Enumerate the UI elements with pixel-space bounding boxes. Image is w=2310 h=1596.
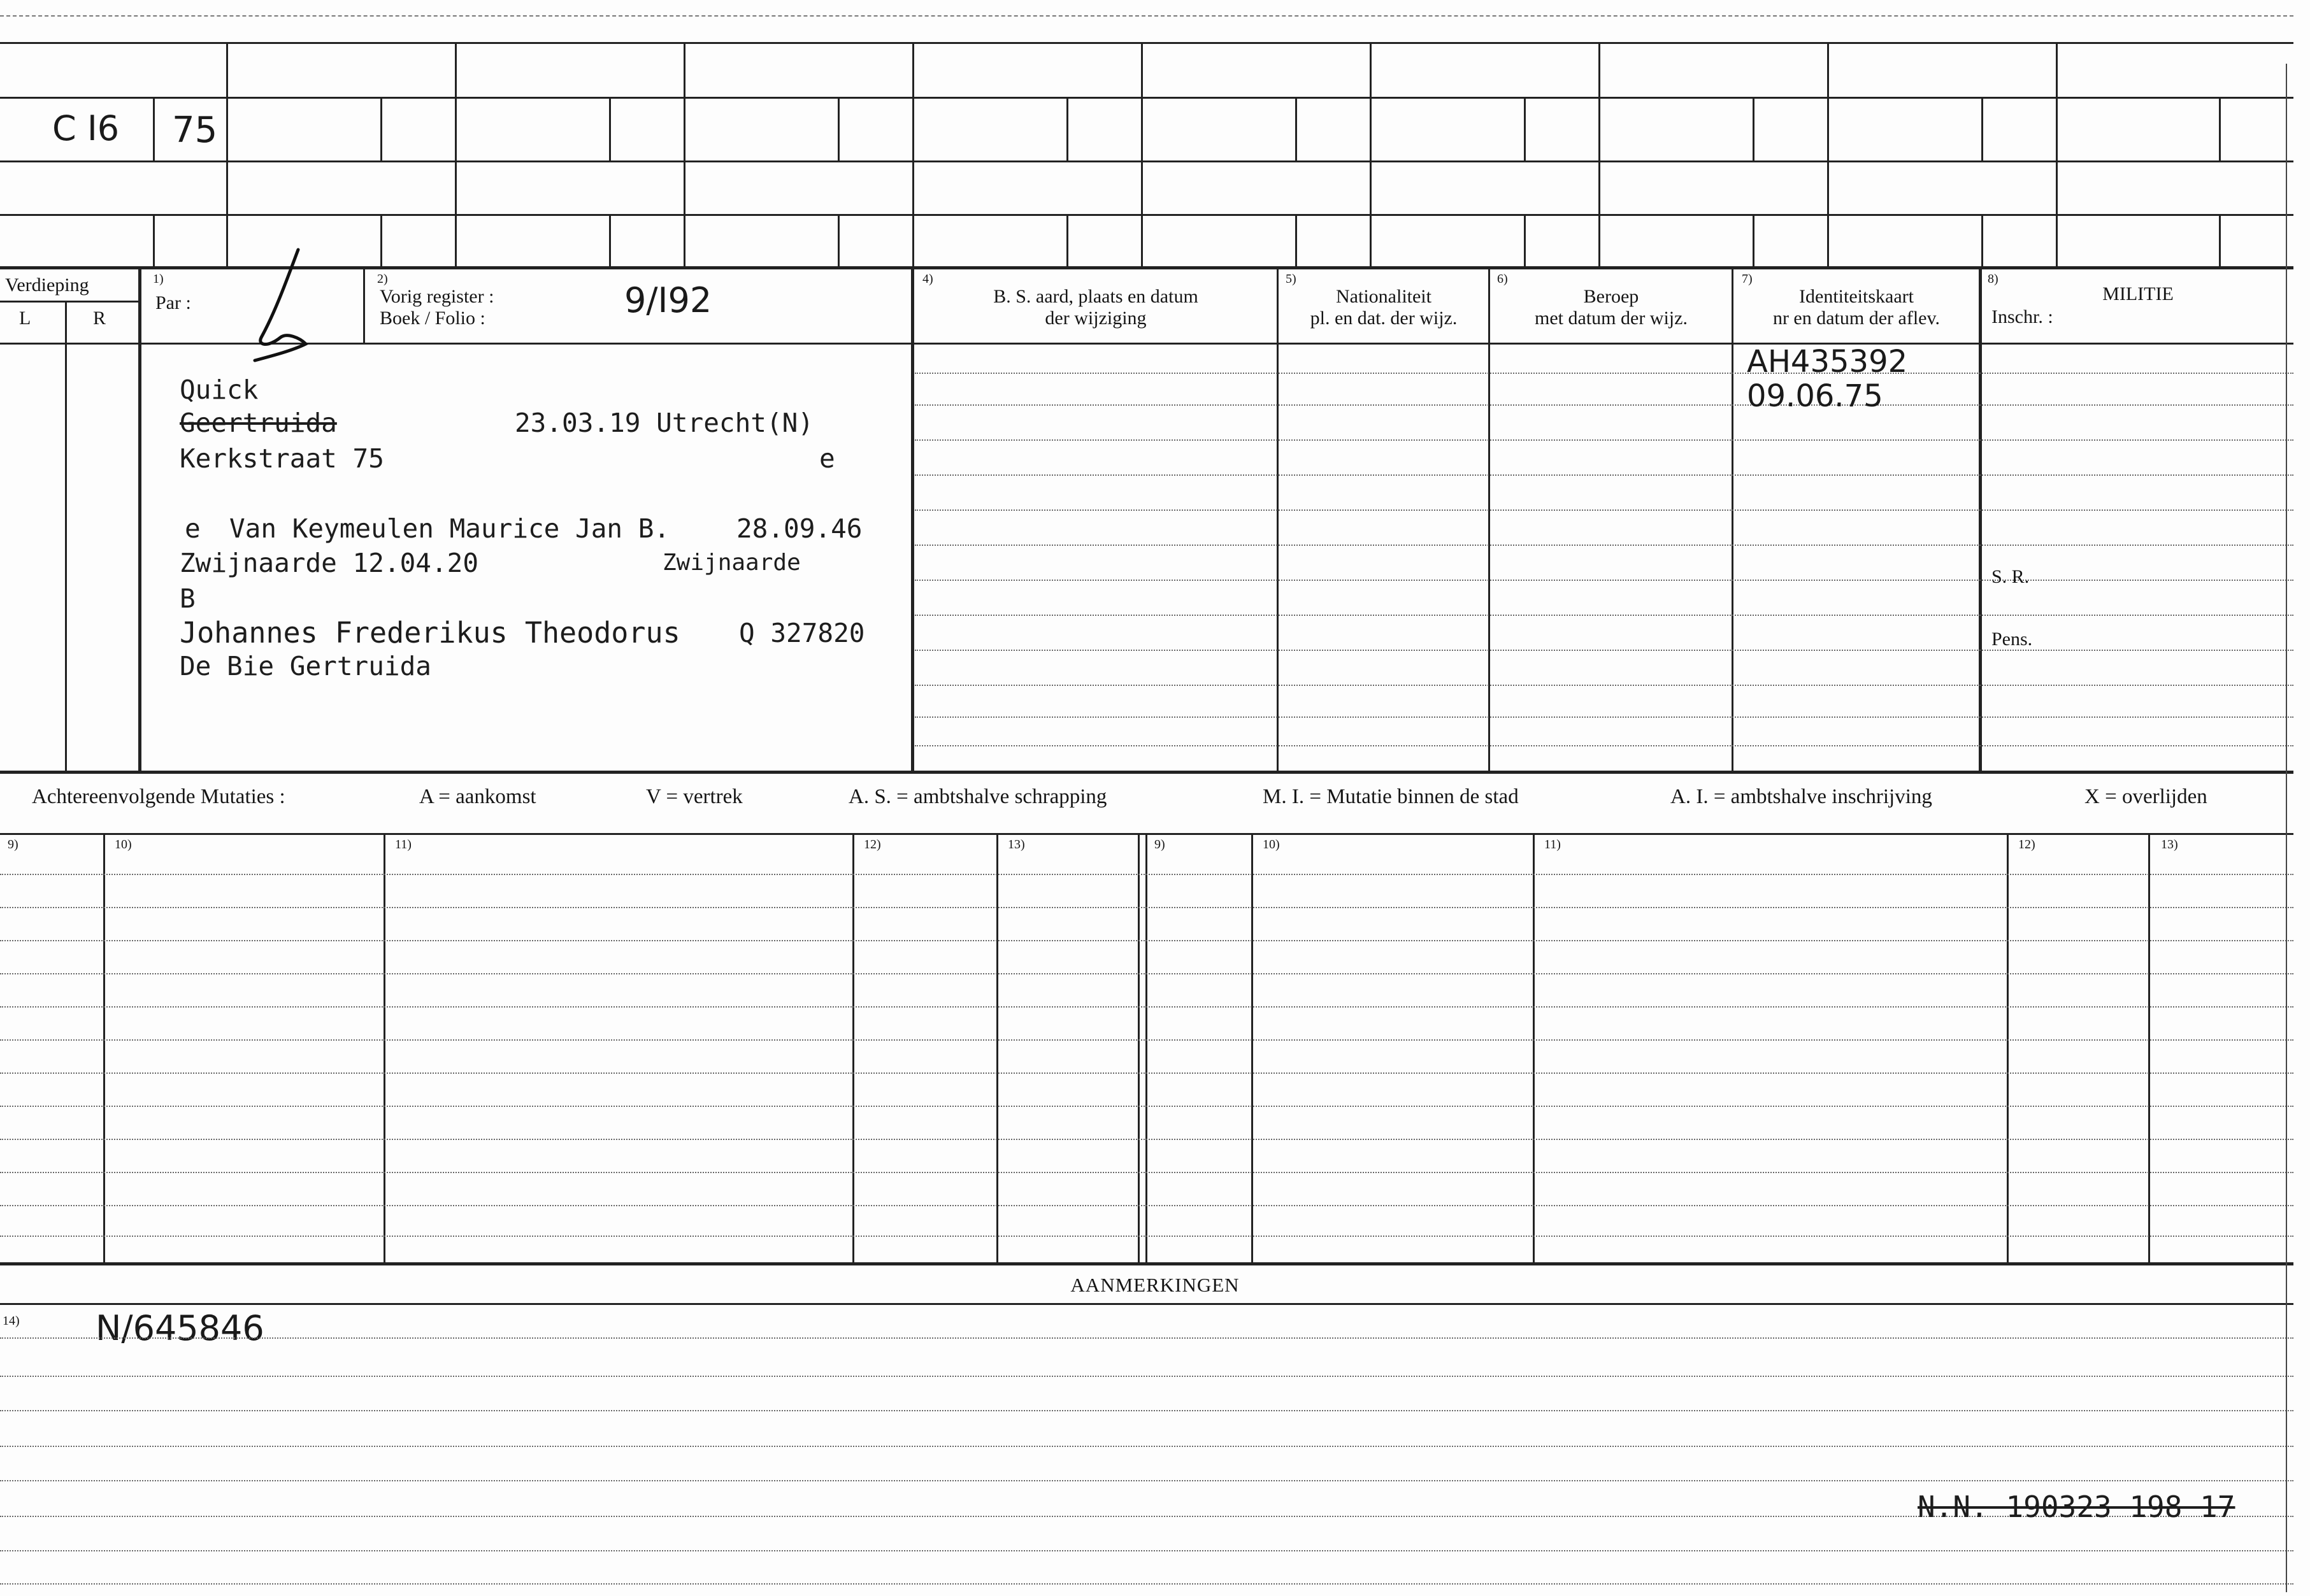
top-row-line-3 [0, 160, 2293, 162]
mut-col-13-right: 13) [2161, 837, 2178, 851]
top-sub-divider [1524, 97, 1526, 160]
remarks-top-line [0, 1303, 2293, 1305]
top-block-divider [1370, 42, 1372, 266]
top-block-divider [455, 42, 457, 266]
legend-schrapping: A. S. = ambtshalve schrapping [849, 785, 1107, 808]
bs-header-line2: der wijziging [1045, 308, 1147, 329]
person-code: Q 327820 [739, 618, 865, 648]
column-divider [138, 266, 141, 771]
mutations-col-divider [996, 833, 998, 1262]
top-sub-divider [380, 97, 382, 160]
mutations-col-divider [1251, 833, 1253, 1262]
header-top-line [0, 266, 2293, 269]
person-full-name: Johannes Frederikus Theodorus [180, 616, 680, 650]
top-block-divider [226, 42, 228, 266]
sr-label: S. R. [1991, 566, 2030, 587]
column-divider [1488, 266, 1490, 771]
militie-label: MILITIE [2102, 283, 2174, 304]
body-bottom-line [0, 771, 2293, 774]
top-sub-divider [1981, 97, 1983, 160]
legend-title: Achtereenvolgende Mutaties : [32, 785, 285, 808]
top-block-divider [2056, 42, 2058, 266]
person-first-name: Geertruida [180, 408, 337, 438]
remarks-title: AANMERKINGEN [1070, 1274, 1240, 1296]
spouse-birthplace: Zwijnaarde 12.04.20 [180, 548, 478, 578]
top-block-divider [1141, 42, 1143, 266]
block-code: C I6 [52, 108, 120, 148]
mut-col-9-left: 9) [8, 837, 18, 851]
legend-vertrek: V = vertrek [646, 785, 743, 808]
top-sub-divider [1066, 214, 1068, 266]
top-sub-divider [2219, 97, 2221, 160]
mutations-col-divider [103, 833, 105, 1262]
top-sub-divider [2219, 214, 2221, 266]
top-sub-divider [1981, 214, 1983, 266]
mutations-col-divider [1145, 833, 1147, 1262]
top-row-line-2 [0, 97, 2293, 99]
field-number-2: 2) [377, 272, 388, 286]
verdieping-l-label: L [19, 308, 31, 329]
verdieping-sub-line [0, 301, 139, 303]
top-sub-divider [1524, 214, 1526, 266]
legend-overlijden: X = overlijden [2084, 785, 2207, 808]
mut-col-12-right: 12) [2018, 837, 2035, 851]
vorig-register-label: Vorig register : [380, 286, 494, 307]
mut-col-9-right: 9) [1154, 837, 1165, 851]
person-birth: 23.03.19 Utrecht(N) [515, 408, 814, 438]
footer-code: N.N. 190323 198 17 [1918, 1490, 2235, 1524]
identiteitskaart-line2: nr en datum der aflev. [1772, 308, 1941, 329]
mut-col-11-right: 11) [1544, 837, 1561, 851]
pens-label: Pens. [1991, 629, 2033, 650]
id-card-date: 09.06.75 [1747, 378, 1883, 414]
mutations-bottom-line [0, 1262, 2293, 1265]
column-divider [1277, 266, 1279, 771]
person-line-6: B [180, 583, 196, 614]
top-sub-divider [838, 214, 840, 266]
mut-col-12-left: 12) [864, 837, 881, 851]
top-sub-divider [1295, 214, 1297, 266]
mut-col-11-left: 11) [395, 837, 412, 851]
mutations-col-divider [2148, 833, 2150, 1262]
field-number-7: 7) [1742, 272, 1753, 286]
verdieping-r-label: R [93, 308, 106, 329]
column-divider [1979, 266, 1982, 771]
beroep-line1: Beroep [1583, 286, 1639, 307]
top-sub-divider [1066, 97, 1068, 160]
top-edge-line [0, 15, 2293, 17]
top-sub-divider [609, 214, 611, 266]
right-edge-line [2286, 64, 2287, 1592]
mutations-col-divider [2007, 833, 2009, 1262]
top-block-divider [1598, 42, 1600, 266]
field-number-14: 14) [3, 1314, 20, 1328]
vorig-register-value: 9/I92 [624, 280, 712, 320]
remarks-value: N/645846 [96, 1308, 264, 1348]
verdieping-lr-divider [65, 301, 67, 771]
top-block-divider [684, 42, 685, 266]
top-sub-divider [153, 97, 155, 160]
spouse-name: Van Keymeulen Maurice Jan B. [229, 513, 670, 544]
mut-col-13-left: 13) [1008, 837, 1025, 851]
mutations-col-divider [1138, 833, 1140, 1262]
legend-inschrijving: A. I. = ambtshalve inschrijving [1670, 785, 1932, 808]
verdieping-label: Verdieping [5, 274, 89, 296]
top-row-line-1 [0, 42, 2293, 44]
legend-mutatie: M. I. = Mutatie binnen de stad [1263, 785, 1519, 808]
beroep-line2: met datum der wijz. [1535, 308, 1688, 329]
column-divider [1732, 266, 1733, 771]
person-line-8: De Bie Gertruida [180, 651, 431, 681]
field-number-6: 6) [1497, 272, 1508, 286]
field-number-8: 8) [1988, 272, 1998, 286]
column-divider [911, 266, 914, 771]
top-sub-divider [380, 214, 382, 266]
bs-header-line1: B. S. aard, plaats en datum [993, 286, 1198, 307]
boek-folio-label: Boek / Folio : [380, 308, 485, 329]
top-sub-divider [609, 97, 611, 160]
mutations-col-divider [1533, 833, 1535, 1262]
house-number: 75 [172, 110, 218, 151]
spouse-place-2: Zwijnaarde [663, 550, 801, 576]
top-sub-divider [1753, 214, 1754, 266]
mutations-col-divider [384, 833, 385, 1262]
person-address-mark: e [819, 443, 835, 474]
person-line-1: Quick [180, 374, 259, 405]
top-row-line-4 [0, 214, 2293, 216]
nationaliteit-line1: Nationaliteit [1336, 286, 1431, 307]
identiteitskaart-line1: Identiteitskaart [1799, 286, 1914, 307]
marriage-date: 28.09.46 [736, 513, 863, 544]
mut-col-10-right: 10) [1263, 837, 1280, 851]
header-bottom-line [0, 343, 2293, 345]
par-label: Par : [155, 292, 191, 313]
field-number-5: 5) [1286, 272, 1296, 286]
mut-col-10-left: 10) [115, 837, 132, 851]
top-sub-divider [1753, 97, 1754, 160]
handwritten-slash-mark [242, 242, 312, 369]
top-block-divider [912, 42, 914, 266]
top-sub-divider [153, 214, 155, 266]
mutations-col-divider [852, 833, 854, 1262]
top-block-divider [1827, 42, 1829, 266]
nationaliteit-line2: pl. en dat. der wijz. [1310, 308, 1458, 329]
top-sub-divider [838, 97, 840, 160]
person-address: Kerkstraat 75 [180, 443, 384, 474]
top-sub-divider [1295, 97, 1297, 160]
field-number-4: 4) [922, 272, 933, 286]
field-number-1: 1) [153, 272, 164, 286]
legend-aankomst: A = aankomst [419, 785, 536, 808]
id-card-number: AH435392 [1747, 344, 1908, 380]
column-divider [363, 266, 365, 343]
inschr-label: Inschr. : [1991, 306, 2053, 327]
spouse-prefix: e [185, 513, 201, 544]
